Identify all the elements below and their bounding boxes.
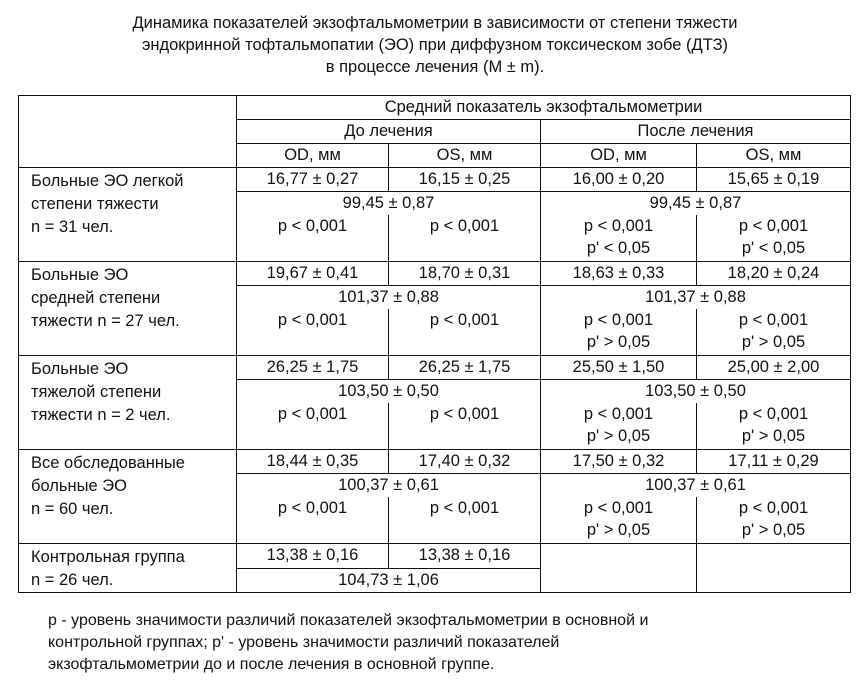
header-od-before: OD, мм — [237, 144, 389, 168]
os-before-value: 26,25 ± 1,75 — [389, 356, 541, 380]
title-line-1: Динамика показателей экзофтальмометрии в зависимости от степени тяжести — [132, 14, 738, 32]
group-label-line: больные ЭО — [31, 477, 127, 495]
mean-after-value: 99,45 ± 0,87 — [541, 192, 851, 216]
group-label-line: тяжести n = 27 чел. — [31, 312, 180, 330]
group-label — [19, 450, 237, 544]
p-os-before — [389, 215, 541, 262]
control-os-value: 13,38 ± 0,16 — [389, 544, 541, 569]
p-os-before — [389, 309, 541, 356]
p-os-after — [697, 403, 851, 450]
mean-after-value: 103,50 ± 0,50 — [541, 380, 851, 404]
control-od-value: 13,38 ± 0,16 — [237, 544, 389, 569]
p-value: p < 0,001 — [277, 405, 348, 423]
p-os-after — [697, 497, 851, 544]
table-row — [19, 262, 851, 286]
control-group-label — [19, 544, 237, 593]
p-value: p < 0,001 — [429, 499, 500, 517]
p-os-after — [697, 309, 851, 356]
od-before-value: 18,44 ± 0,35 — [237, 450, 389, 474]
p-prime-value: p' > 0,05 — [586, 427, 651, 445]
od-after-value: 16,00 ± 0,20 — [541, 168, 697, 192]
p-od-before — [237, 403, 389, 450]
p-prime-value: p' > 0,05 — [741, 427, 806, 445]
p-value: p < 0,001 — [583, 217, 654, 235]
p-value: p < 0,001 — [583, 311, 654, 329]
control-row — [19, 544, 851, 569]
group-label-line: Больные ЭО — [31, 360, 129, 378]
p-value: p < 0,001 — [277, 499, 348, 517]
mean-before-value: 100,37 ± 0,61 — [237, 474, 541, 498]
p-value: p < 0,001 — [738, 217, 809, 235]
os-before-value: 17,40 ± 0,32 — [389, 450, 541, 474]
table-row — [19, 356, 851, 380]
p-prime-value: p' > 0,05 — [586, 333, 651, 351]
group-label-line: Контрольная группа — [31, 548, 185, 566]
p-value: p < 0,001 — [277, 311, 348, 329]
p-prime-value: p' < 0,05 — [741, 239, 806, 257]
control-mean-value: 104,73 ± 1,06 — [237, 568, 541, 593]
mean-before-value: 103,50 ± 0,50 — [237, 380, 541, 404]
table-row — [19, 168, 851, 192]
table-title — [40, 12, 830, 78]
footnote-line-3: экзофтальмометрии до и после лечения в основной группе. — [48, 656, 495, 673]
os-after-value: 25,00 ± 2,00 — [697, 356, 851, 380]
header-os-after: OS, мм — [697, 144, 851, 168]
p-value: p < 0,001 — [583, 499, 654, 517]
os-before-value: 18,70 ± 0,31 — [389, 262, 541, 286]
group-label-line: Больные ЭО — [31, 266, 129, 284]
os-after-value: 18,20 ± 0,24 — [697, 262, 851, 286]
p-od-before — [237, 309, 389, 356]
os-after-value: 17,11 ± 0,29 — [697, 450, 851, 474]
p-od-after — [541, 309, 697, 356]
title-line-2: эндокринной тофтальмопатии (ЭО) при диффузном токсическом зобе (ДТЗ) — [141, 36, 729, 54]
header-row-1 — [19, 96, 851, 120]
header-od-after: OD, мм — [541, 144, 697, 168]
p-prime-value: p' > 0,05 — [741, 333, 806, 351]
group-label-line: Все обследованные — [31, 454, 185, 472]
mean-before-value: 99,45 ± 0,87 — [237, 192, 541, 216]
p-value: p < 0,001 — [277, 217, 348, 235]
p-value: p < 0,001 — [738, 405, 809, 423]
empty-cell — [697, 544, 851, 593]
p-value: p < 0,001 — [429, 217, 500, 235]
footnote-line-1: p - уровень значимости различий показателей экзофтальмометрии в основной и — [48, 612, 649, 629]
p-os-before — [389, 497, 541, 544]
group-label-line: средней степени — [31, 289, 161, 307]
mean-after-value: 100,37 ± 0,61 — [541, 474, 851, 498]
group-label — [19, 356, 237, 450]
exophthalmometry-table — [18, 95, 851, 593]
od-after-value: 17,50 ± 0,32 — [541, 450, 697, 474]
od-after-value: 18,63 ± 0,33 — [541, 262, 697, 286]
title-line-3: в процессе лечения (M ± m). — [325, 58, 545, 76]
p-od-before — [237, 215, 389, 262]
p-value: p < 0,001 — [738, 311, 809, 329]
mean-before-value: 101,37 ± 0,88 — [237, 286, 541, 310]
table-row — [19, 450, 851, 474]
p-od-after — [541, 403, 697, 450]
group-label-line: тяжелой степени — [31, 383, 162, 401]
group-label-line: n = 31 чел. — [31, 218, 114, 236]
group-label-line: n = 26 чел. — [31, 571, 114, 589]
header-os-before: OS, мм — [389, 144, 541, 168]
od-before-value: 19,67 ± 0,41 — [237, 262, 389, 286]
p-value: p < 0,001 — [583, 405, 654, 423]
footnote — [48, 610, 838, 676]
group-label — [19, 262, 237, 356]
p-os-before — [389, 403, 541, 450]
od-before-value: 26,25 ± 1,75 — [237, 356, 389, 380]
p-value: p < 0,001 — [429, 311, 500, 329]
group-label-line: n = 60 чел. — [31, 500, 114, 518]
od-before-value: 16,77 ± 0,27 — [237, 168, 389, 192]
empty-cell — [541, 544, 697, 593]
os-before-value: 16,15 ± 0,25 — [389, 168, 541, 192]
mean-after-value: 101,37 ± 0,88 — [541, 286, 851, 310]
footnote-line-2: контрольной группах; p' - уровень значимости различий показателей — [48, 634, 560, 651]
p-prime-value: p' > 0,05 — [741, 521, 806, 539]
p-os-after — [697, 215, 851, 262]
od-after-value: 25,50 ± 1,50 — [541, 356, 697, 380]
group-label-line: тяжести n = 2 чел. — [31, 406, 171, 424]
os-after-value: 15,65 ± 0,19 — [697, 168, 851, 192]
group-label-line: Больные ЭО легкой — [31, 172, 184, 190]
p-value: p < 0,001 — [429, 405, 500, 423]
header-main: Средний показатель экзофтальмометрии — [237, 96, 851, 120]
p-od-after — [541, 497, 697, 544]
p-prime-value: p' > 0,05 — [586, 521, 651, 539]
p-od-after — [541, 215, 697, 262]
p-od-before — [237, 497, 389, 544]
header-corner-cell — [19, 96, 237, 168]
group-label-line: степени тяжести — [31, 195, 159, 213]
header-after: После лечения — [541, 120, 851, 144]
p-prime-value: p' < 0,05 — [586, 239, 651, 257]
group-label — [19, 168, 237, 262]
header-before: До лечения — [237, 120, 541, 144]
p-value: p < 0,001 — [738, 499, 809, 517]
